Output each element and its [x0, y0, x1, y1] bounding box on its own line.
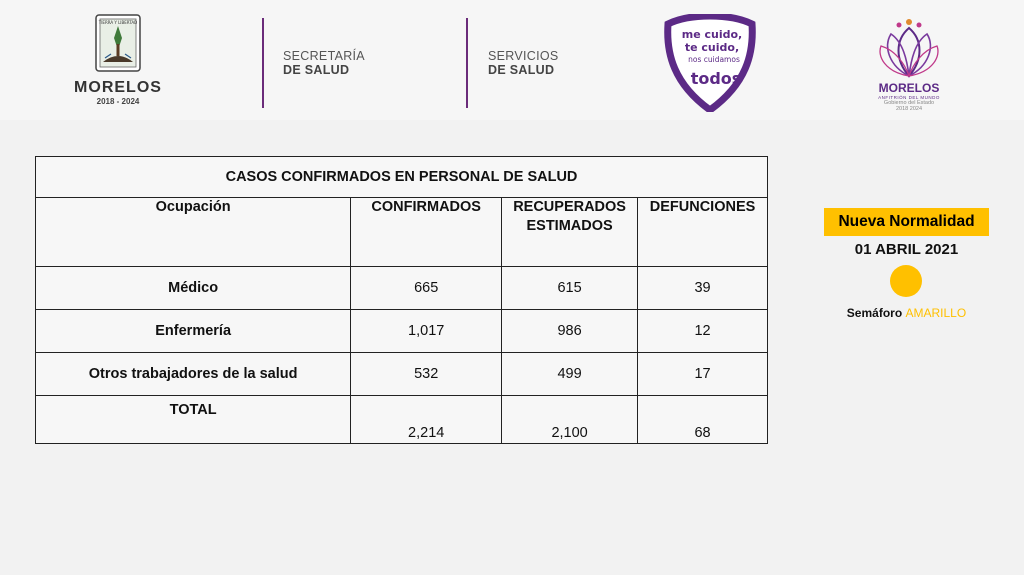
- confirmados-cell: 532: [351, 353, 502, 396]
- morelos-anfitrion-logo: [868, 16, 950, 116]
- header-divider: [466, 18, 468, 108]
- defunciones-cell: 17: [638, 353, 768, 396]
- morelos2-gov-line1: Gobierno del Estado: [883, 100, 935, 106]
- confirmados-cell: 1,017: [351, 310, 502, 353]
- column-header-ocupacion: Ocupación: [36, 198, 351, 267]
- me-cuido-campaign-logo: [664, 14, 756, 112]
- table-row: [36, 267, 768, 310]
- recuperados-line1: RECUPERADOS: [513, 199, 626, 215]
- total-recuperados: 2,100: [502, 396, 638, 444]
- morelos2-name: MORELOS: [878, 81, 940, 95]
- confirmados-cell: 665: [351, 267, 502, 310]
- recuperados-cell: 986: [502, 310, 638, 353]
- semaforo-label: Semáforo: [846, 306, 903, 320]
- cases-table: [35, 156, 768, 444]
- campaign-line3: nos cuidamos: [688, 55, 740, 64]
- row-label: Médico: [36, 267, 351, 310]
- semaforo-status: [824, 306, 989, 320]
- secretaria-de-salud-logo: [283, 49, 365, 77]
- secretaria-line2: DE SALUD: [283, 63, 350, 77]
- semaforo-light-icon: [890, 265, 922, 297]
- coat-of-arms-icon: [95, 14, 141, 72]
- recuperados-cell: 499: [502, 353, 638, 396]
- svg-text:TIERRA Y LIBERTAD: TIERRA Y LIBERTAD: [98, 20, 138, 25]
- morelos2-sub: ANFITRIÓN DEL MUNDO: [878, 95, 940, 100]
- header-divider: [262, 18, 264, 108]
- table-row: [36, 310, 768, 353]
- column-header-confirmados: CONFIRMADOS: [351, 198, 502, 267]
- morelos2-gov-line2: 2018 2024: [896, 106, 922, 112]
- table-title-row: [36, 157, 768, 198]
- row-label: Enfermería: [36, 310, 351, 353]
- state-years: 2018 - 2024: [96, 97, 140, 106]
- campaign-line2: te cuido,: [684, 41, 740, 54]
- table-row: [36, 353, 768, 396]
- table-header-row: [36, 198, 768, 267]
- header-banner: [0, 0, 1024, 120]
- recuperados-line2: ESTIMADOS: [526, 218, 613, 234]
- lotus-flower-icon: [877, 16, 941, 78]
- state-name: MORELOS: [74, 79, 162, 96]
- servicios-line2: DE SALUD: [488, 63, 555, 77]
- total-confirmados: 2,214: [351, 396, 502, 444]
- campaign-line4: todos: [690, 69, 742, 88]
- servicios-de-salud-logo: [488, 49, 559, 77]
- column-header-recuperados: [502, 198, 638, 267]
- table-title: CASOS CONFIRMADOS EN PERSONAL DE SALUD: [36, 157, 768, 198]
- total-defunciones: 68: [638, 396, 768, 444]
- column-header-defunciones: DEFUNCIONES: [638, 198, 768, 267]
- row-label: Otros trabajadores de la salud: [36, 353, 351, 396]
- secretaria-line1: SECRETARÍA: [283, 49, 365, 63]
- report-date: 01 ABRIL 2021: [854, 241, 959, 258]
- defunciones-cell: 39: [638, 267, 768, 310]
- defunciones-cell: 12: [638, 310, 768, 353]
- servicios-line1: SERVICIOS: [488, 49, 559, 63]
- morelos-state-logo: [70, 14, 166, 114]
- semaforo-color: AMARILLO: [905, 306, 967, 320]
- campaign-line1: me cuido,: [681, 28, 743, 41]
- recuperados-cell: 615: [502, 267, 638, 310]
- total-label: TOTAL: [36, 396, 351, 444]
- table-total-row: [36, 396, 768, 444]
- nueva-normalidad-badge: Nueva Normalidad: [824, 208, 989, 236]
